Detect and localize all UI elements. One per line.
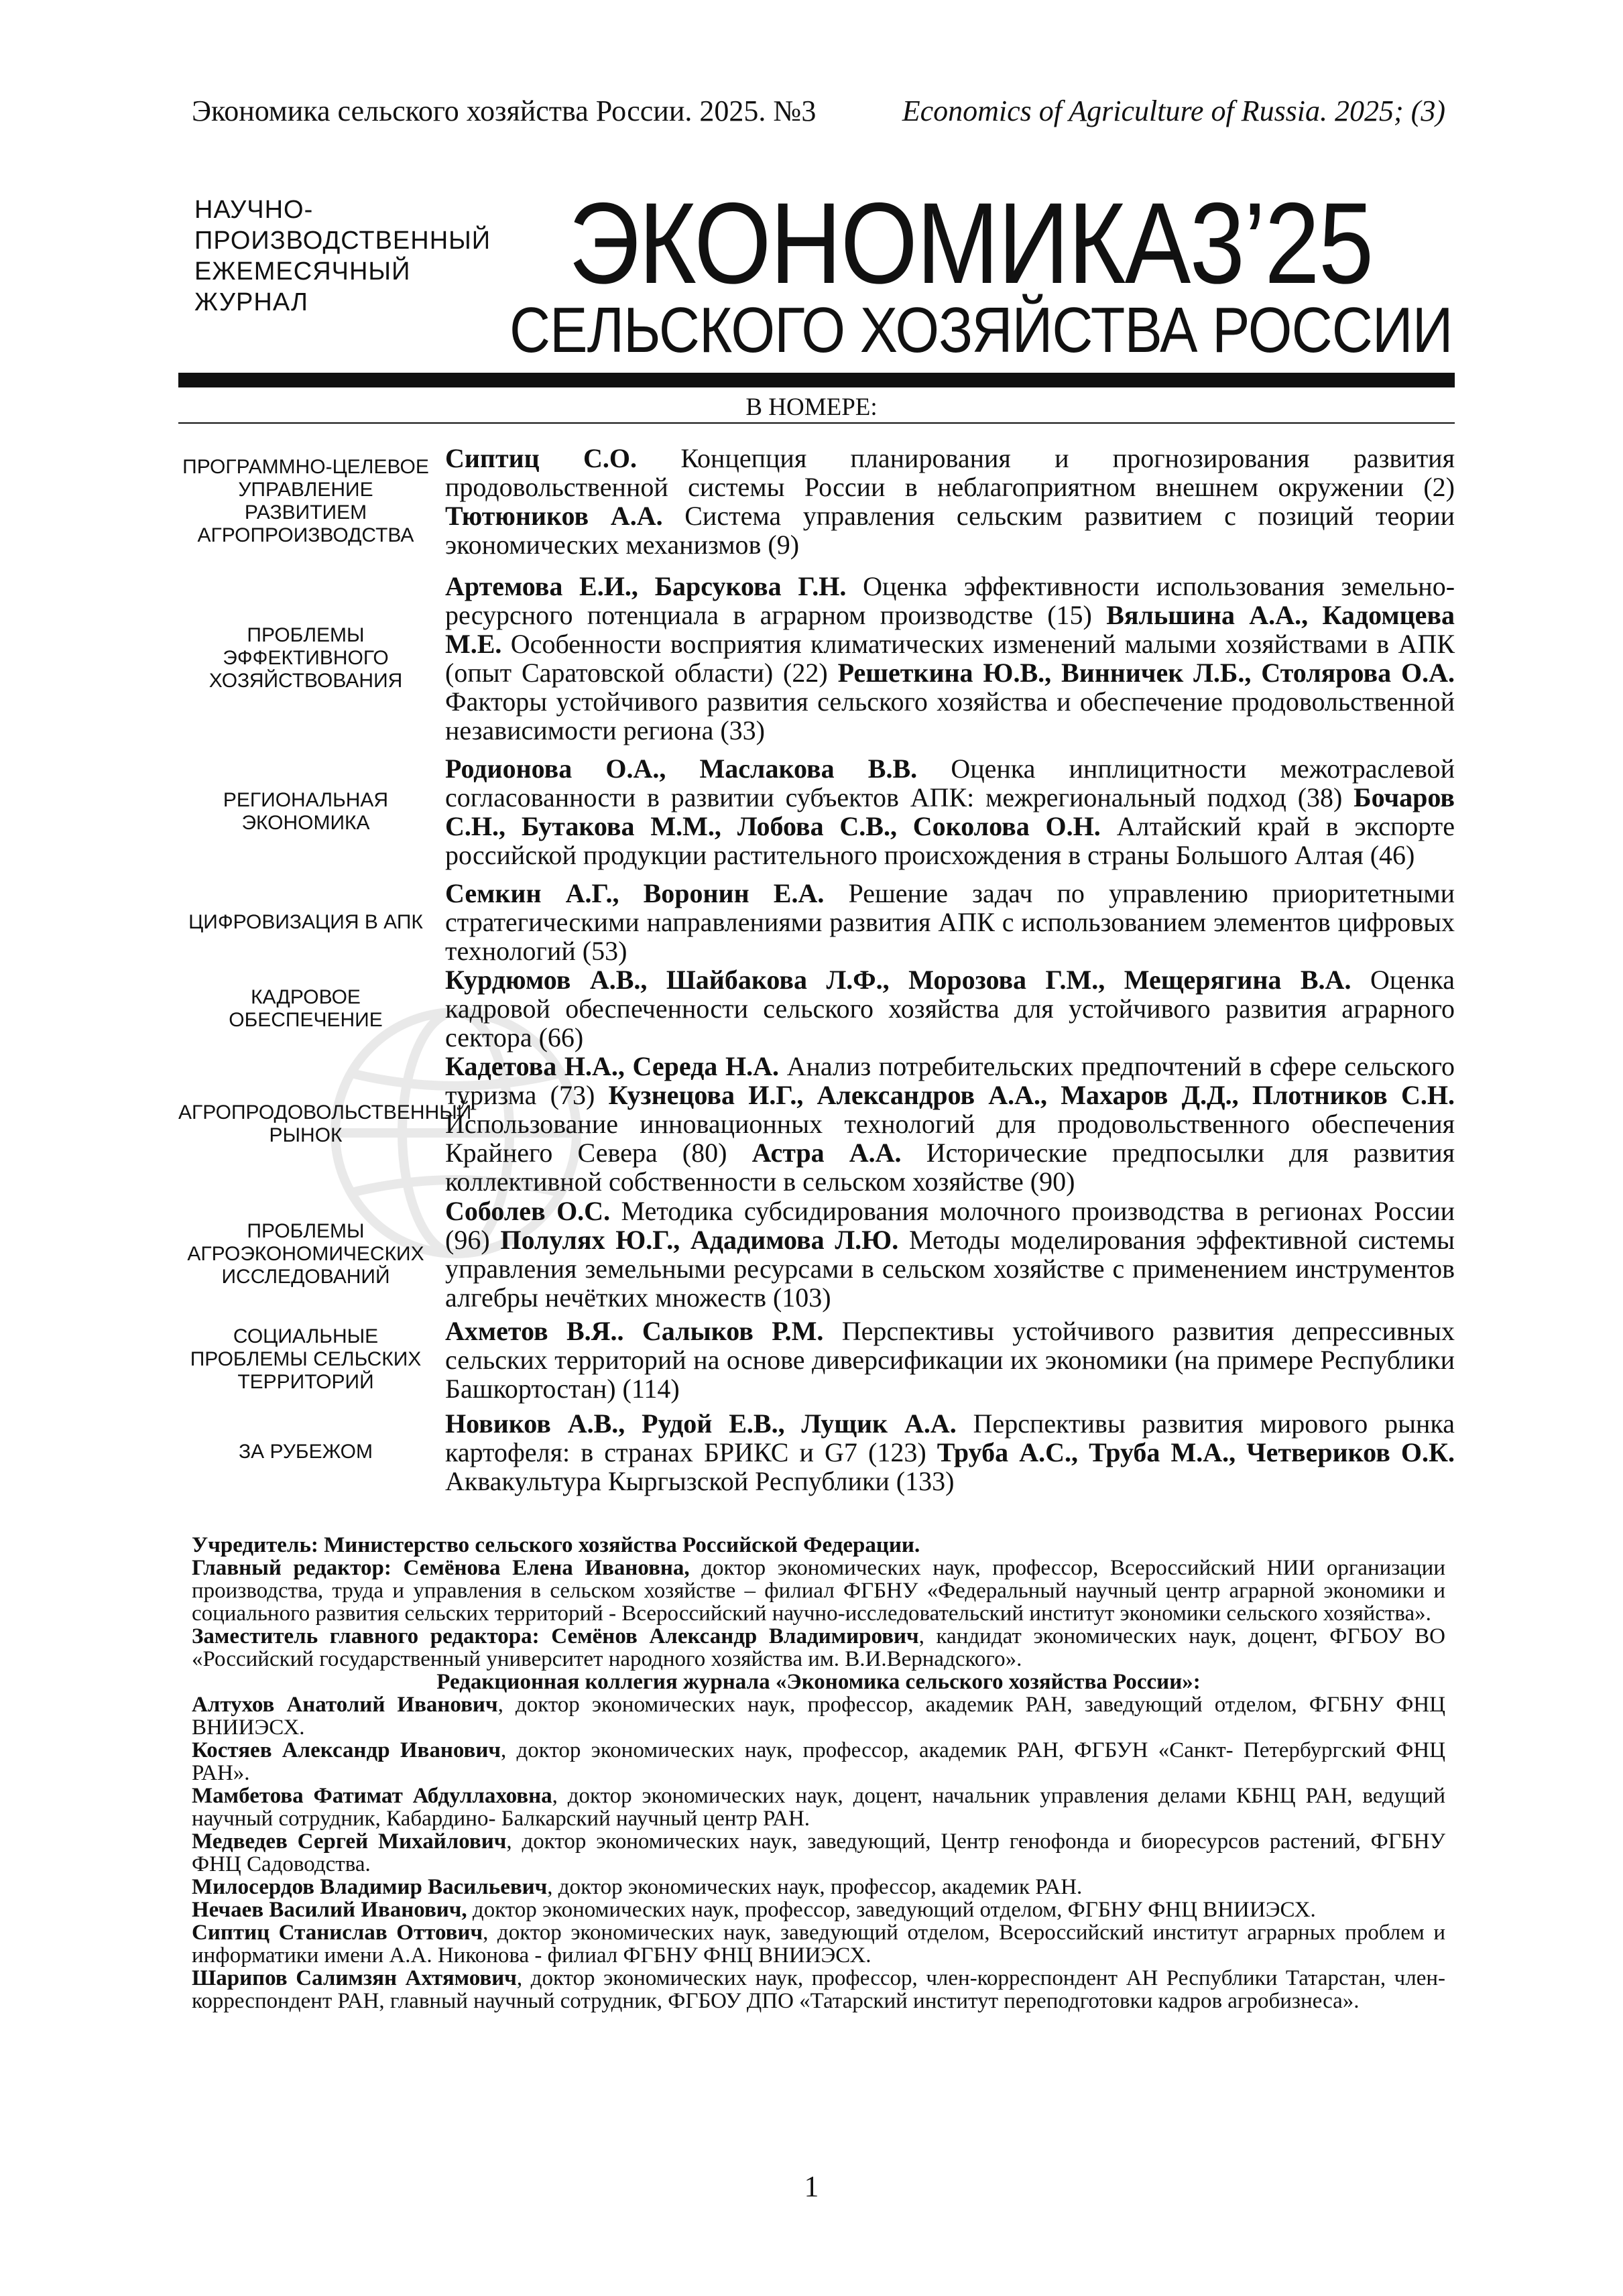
section-articles — [445, 444, 1455, 559]
section-articles — [445, 1317, 1455, 1403]
article-authors: Решеткина Ю.В., Винничек Л.Б., Столярова О.А. — [837, 658, 1455, 688]
journal-title — [568, 179, 1373, 308]
article-title: Исторические предпосылки для развития коллективной собственности в сельском хозяйстве (90) — [445, 1138, 1455, 1197]
toc-section — [178, 745, 1455, 879]
board-member-name: Алтухов Анатолий Иванович — [192, 1693, 498, 1717]
deputy-editor-label: Заместитель главного редактора: Семёнов Александр Владимирович — [192, 1624, 919, 1648]
article-authors: Бочаров С.Н., Бутакова М.М., Лобова С.В., Соколова О.Н. — [445, 782, 1455, 841]
article-authors: Тютюников А.А. — [445, 501, 663, 531]
board-member-details: , доктор экономических наук, профессор, член-корреспондент АН Республики Татарстан, член-корреспондент РАН, главный научный сотрудник, ФГБОУ ДПО «Татарский институт переподготовки кадров агробизнеса». — [192, 1966, 1446, 2013]
section-rubric: ПРОБЛЕМЫ ЭФФЕКТИВНОГО ХОЗЯЙСТВОВАНИЯ — [208, 624, 403, 692]
board-member-name: Мамбетова Фатимат Абдуллаховна — [192, 1784, 552, 1808]
article-authors: Артемова Е.И., Барсукова Г.Н. — [445, 571, 847, 601]
article-title: Методы моделирования эффективной системы управления земельными ресурсами в сельском хозяйстве с применением инструментов алгебры нечётких множеств (103) — [445, 1225, 1455, 1313]
board-member-name: Сиптиц Станислав Оттович — [192, 1921, 483, 1945]
article-title: Оценка кадровой обеспеченности сельского хозяйства для устойчивого развития аграрного сектора (66) — [445, 965, 1455, 1052]
section-rubric: ЦИФРОВИЗАЦИЯ В АПК — [188, 910, 423, 933]
toc-section — [178, 1313, 1455, 1406]
journal-kicker — [194, 194, 503, 318]
board-list — [192, 1693, 1445, 2012]
section-rubric: ЗА РУБЕЖОМ — [239, 1441, 373, 1463]
deputy-editor — [192, 1625, 1445, 1671]
section-rubric: СОЦИАЛЬНЫЕ ПРОБЛЕМЫ СЕЛЬСКИХ ТЕРРИТОРИЙ — [190, 1325, 422, 1393]
article-title: Факторы устойчивого развития сельского хозяйства и обеспечение продовольственной независимости региона (33) — [445, 686, 1455, 745]
toc-section — [178, 1406, 1455, 1498]
board-member-name: Нечаев Василий Иванович, — [192, 1898, 467, 1922]
toc-section — [178, 1052, 1455, 1196]
section-articles — [445, 1052, 1455, 1196]
board-member — [192, 1921, 1445, 1967]
article-authors: Кадетова Н.А., Середа Н.А. — [445, 1051, 779, 1081]
running-head-en: Economics of Agriculture of Russia. 2025; (3) — [902, 95, 1445, 127]
contents-rule — [178, 422, 1455, 424]
article-authors: Соболев О.С. — [445, 1196, 611, 1226]
board-member-details: , доктор экономических наук, заведующий отделом, Всероссийский институт аграрных проблем и информатики имени А.А. Никонова - филиал ФГБНУ ФНЦ ВНИИЭСХ. — [192, 1921, 1445, 1968]
kicker-line: ЕЖЕМЕСЯЧНЫЙ — [194, 257, 411, 286]
board-member — [192, 1967, 1445, 2012]
article-title: Анализ потребительских предпочтений в сфере сельского туризма (73) — [445, 1051, 1455, 1110]
running-head — [192, 94, 1445, 128]
section-rubric: РЕГИОНАЛЬНАЯ ЭКОНОМИКА — [223, 789, 389, 834]
board-member-details: , доктор экономических наук, доцент, начальник управления делами КБНЦ РАН, ведущий научный сотрудник, Кабардино- Балкарский научный центр РАН. — [192, 1784, 1445, 1831]
article-title: Перспективы развития мирового рынка картофеля: в странах БРИКС и G7 (123) — [445, 1408, 1455, 1467]
board-member-name: Костяев Александр Иванович — [192, 1738, 501, 1762]
article-title: Концепция планирования и прогнозирования развития продовольственной системы России в неблагоприятном внешнем окружении (2) — [445, 443, 1455, 502]
board-member — [192, 1785, 1445, 1830]
board-member-details: , доктор экономических наук, заведующий, Центр генофонда и биоресурсов растений, ФГБНУ ФНЦ Садоводства. — [192, 1829, 1445, 1876]
board-member — [192, 1693, 1445, 1739]
article-authors: Ахметов В.Я.. Салыков Р.М. — [445, 1315, 824, 1346]
table-of-contents — [178, 431, 1455, 1498]
article-title: Решение задач по управлению приоритетными стратегическими направлениями развития АПК с использованием элементов цифровых технологий (53) — [445, 878, 1455, 966]
toc-section — [178, 431, 1455, 572]
article-authors: Труба А.С., Труба М.А., Четвериков О.К. — [937, 1437, 1455, 1467]
journal-subtitle: СЕЛЬСКОГО ХОЗЯЙСТВА РОССИИ — [509, 294, 1453, 366]
section-articles — [445, 1197, 1455, 1312]
article-title: Особенности восприятия климатических изменений малыми хозяйствами в АПК (опыт Саратовской области) (22) — [445, 629, 1455, 688]
kicker-line: НАУЧНО- — [194, 196, 314, 224]
article-title: Перспективы устойчивого развития депрессивных сельских территорий на основе диверсификации их экономики (на примере Республики Башкортостан) (114) — [445, 1315, 1455, 1404]
toc-section — [178, 965, 1455, 1052]
deputy-editor-text: , кандидат экономических наук, доцент, ФГБОУ ВО «Российский государственный университет народного хозяйства им. В.И.Вернадского». — [192, 1624, 1445, 1671]
article-authors: Новиков А.В., Рудой Е.В., Лущик А.А. — [445, 1408, 957, 1439]
article-authors: Астра А.А. — [752, 1138, 902, 1168]
article-authors: Родионова О.А., Маслакова В.В. — [445, 753, 918, 784]
journal-title-word: ЭКОНОМИКА — [568, 179, 1190, 308]
article-title: Аквакультура Кыргызской Республики (133) — [445, 1465, 955, 1496]
article-title: Оценка инплицитности межотраслевой согласованности в развитии субъектов АПК: межрегиональный подход (38) — [445, 753, 1455, 812]
board-member-details: , доктор экономических наук, профессор, академик РАН, ФГБУН «Санкт- Петербургский ФНЦ РАН». — [192, 1738, 1445, 1785]
article-authors: Семкин А.Г., Воронин Е.А. — [445, 878, 825, 908]
editorial-board-info — [192, 1534, 1445, 2012]
article-authors: Вяльшина А.А., Кадомцева М.Е. — [445, 600, 1455, 659]
board-heading: Редакционная коллегия журнала «Экономика сельского хозяйства России»: — [436, 1670, 1201, 1694]
article-title: Оценка эффективности использования земельно-ресурсного потенциала в аграрном производстве (15) — [445, 571, 1455, 630]
issue-number: 3’25 — [1189, 179, 1373, 308]
article-title: Алтайский край в экспорте российской продукции растительного происхождения в страны Большого Алтая (46) — [445, 811, 1455, 870]
article-authors: Полулях Ю.Г., Ададимова Л.Ю. — [500, 1225, 899, 1255]
editor-in-chief — [192, 1557, 1445, 1625]
board-member — [192, 1898, 1445, 1921]
running-head-ru: Экономика сельского хозяйства России. 2025. №3 — [192, 95, 817, 127]
board-member-details: , доктор экономических наук, профессор, академик РАН. — [547, 1875, 1083, 1899]
article-title: Система управления сельским развитием с позиций теории экономических механизмов (9) — [445, 501, 1455, 560]
section-articles — [445, 1409, 1455, 1496]
section-articles — [445, 879, 1455, 965]
masthead-rule — [178, 373, 1455, 387]
board-member-name: Шарипов Салимзян Ахтямович — [192, 1966, 517, 1990]
board-member — [192, 1830, 1445, 1876]
founder-line: Учредитель: Министерство сельского хозяйства Российской Федерации. — [192, 1533, 920, 1557]
article-authors: Сиптиц С.О. — [445, 443, 638, 473]
section-rubric: АГРОПРОДОВОЛЬСТВЕННЫЙ РЫНОК — [178, 1101, 472, 1146]
section-rubric: ПРОГРАММНО-ЦЕЛЕВОЕ УПРАВЛЕНИЕ РАЗВИТИЕМ АГРОПРОИЗВОДСТВА — [182, 456, 429, 546]
page-number: 1 — [804, 2170, 819, 2203]
editor-in-chief-label: Главный редактор: Семёнова Елена Ивановна, — [192, 1556, 690, 1580]
kicker-line: ПРОИЗВОДСТВЕННЫЙ — [194, 227, 491, 255]
board-member-name: Милосердов Владимир Васильевич — [192, 1875, 548, 1899]
article-authors: Курдюмов А.В., Шайбакова Л.Ф., Морозова Г.М., Мещерягина В.А. — [445, 965, 1351, 995]
kicker-line: ЖУРНАЛ — [194, 288, 308, 316]
board-member-name: Медведев Сергей Михайлович — [192, 1829, 507, 1854]
section-articles — [445, 965, 1455, 1052]
toc-section — [178, 572, 1455, 745]
contents-heading: В НОМЕРЕ: — [745, 394, 878, 421]
board-member-details: доктор экономических наук, профессор, заведующий отделом, ФГБНУ ФНЦ ВНИИЭСХ. — [467, 1898, 1316, 1922]
section-articles — [445, 572, 1455, 745]
board-member — [192, 1739, 1445, 1785]
editor-in-chief-text: доктор экономических наук, профессор, Всероссийский НИИ организации производства, труда и управления в сельском хозяйстве – филиал ФГБНУ «Федеральный научный центр аграрной экономики и социального развития сельских территорий - Всероссийский научно-исследовательский институт экономики сельского хозяйства». — [192, 1556, 1446, 1626]
board-member — [192, 1876, 1445, 1898]
article-title: Использование инновационных технологий для продовольственного обеспечения Крайнего Севера (80) — [445, 1109, 1455, 1168]
board-member-details: , доктор экономических наук, профессор, академик РАН, заведующий отделом, ФГБНУ ФНЦ ВНИИЭСХ. — [192, 1693, 1445, 1740]
toc-section — [178, 1196, 1455, 1313]
toc-section — [178, 879, 1455, 965]
section-rubric: ПРОБЛЕМЫ АГРОЭКОНОМИЧЕСКИХ ИССЛЕДОВАНИЙ — [187, 1220, 424, 1288]
section-rubric: КАДРОВОЕ ОБЕСПЕЧЕНИЕ — [229, 985, 383, 1031]
section-articles — [445, 754, 1455, 869]
article-title: Методика субсидирования молочного производства в регионах России (96) — [445, 1196, 1455, 1255]
article-authors: Кузнецова И.Г., Александров А.А., Махаров Д.Д., Плотников С.Н. — [608, 1080, 1455, 1110]
